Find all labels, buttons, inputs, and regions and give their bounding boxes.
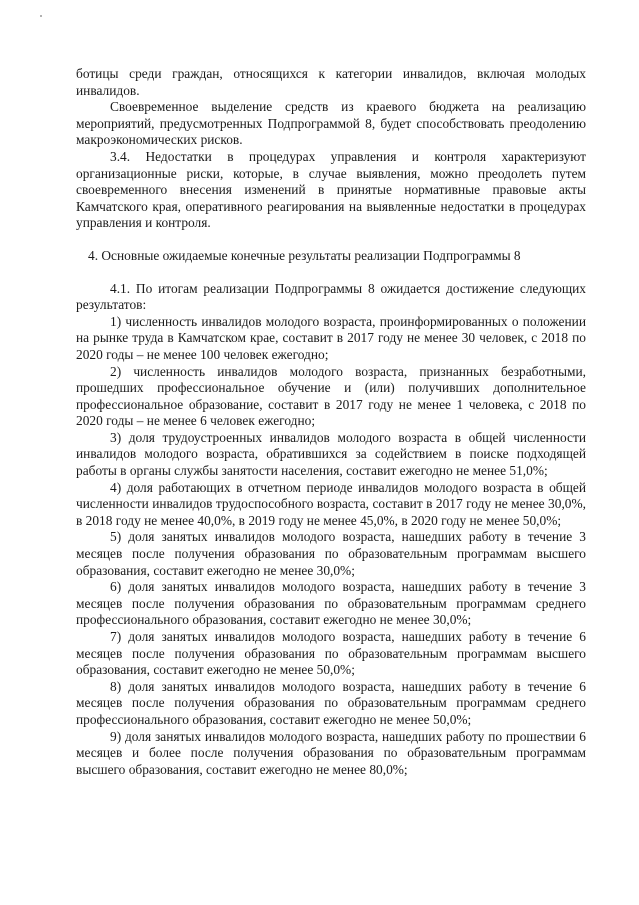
result-item-4: 4) доля работающих в отчетном периоде инвалидов молодого возраста в общей численности инвалидов трудоспособного возраста, составит в 2017 году не менее 30,0%, в 2018 году не менее 40,0%, в 2019 году не менее 45,0%, в 2020 году не менее 50,0%; [76,479,586,528]
result-item-3: 3) доля трудоустроенных инвалидов молодого возраста в общей численности инвалидов молодого возраста, обратившихся за содействием в поиске подходящей работы в органы службы занятости населения, составит ежегодно не менее 51,0%; [76,429,586,479]
result-item-6: 6) доля занятых инвалидов молодого возраста, нашедших работу в течение 3 месяцев после получения образования по образовательным программам среднего профессионального образования, составит ежегодно не менее 30,0%; [76,579,586,628]
result-item-1: 1) численность инвалидов молодого возраста, проинформированных о положении на рынке труда в Камчатском крае, составит в 2017 году не менее 30 человек, с 2018 по 2020 годы – не менее 100 человек ежегодно; [76,313,586,362]
result-item-5: 5) доля занятых инвалидов молодого возраста, нашедших работу в течение 3 месяцев после получения образования по образовательным программам высшего образования, составит ежегодно не менее 30,0%; [76,529,586,578]
result-item-2: 2) численность инвалидов молодого возраста, признанных безработными, прошедших профессиональное обучение и (или) получивших дополнительное профессиональное образование, составит в 2017 году не менее 1 человека, с 2018 по 2020 годы – не менее 6 человек ежегодно; [76,363,586,429]
result-item-9: 9) доля занятых инвалидов молодого возраста, нашедших работу по прошествии 6 месяцев и более после получения образования по образовательным программам высшего образования, составит ежегодно не менее 80,0%; [76,728,586,777]
document-page [76,66,586,778]
section-heading: 4. Основные ожидаемые конечные результаты реализации Подпрограммы 8 [88,247,521,263]
paragraph-3-4: 3.4. Недостатки в процедурах управления и контроля характеризуют организационные риски, которые, в случае выявления, можно преодолеть путем своевременного внесения изменений в принятые нормативные правовые акты Камчатского края, оперативного реагирования на выявленные недостатки в процедурах управления и контроля. [76,148,586,231]
paragraph-4-1-intro: 4.1. По итогам реализации Подпрограммы 8 ожидается достижение следующих результатов: [76,280,586,313]
result-item-8: 8) доля занятых инвалидов молодого возраста, нашедших работу в течение 6 месяцев после получения образования по образовательным программам среднего профессионального образования, составит ежегодно не менее 50,0%; [76,678,586,727]
paragraph-funding: Своевременное выделение средств из краевого бюджета на реализацию мероприятий, предусмотренных Подпрограммой 8, будет способствовать преодолению макроэкономических рисков. [76,99,586,148]
result-item-7: 7) доля занятых инвалидов молодого возраста, нашедших работу в течение 6 месяцев после получения образования по образовательным программам высшего образования, составит ежегодно не менее 50,0%; [76,629,586,678]
paragraph-continuation: ботицы среди граждан, относящихся к категории инвалидов, включая молодых инвалидов. [76,66,586,98]
scan-speck [40,15,42,17]
